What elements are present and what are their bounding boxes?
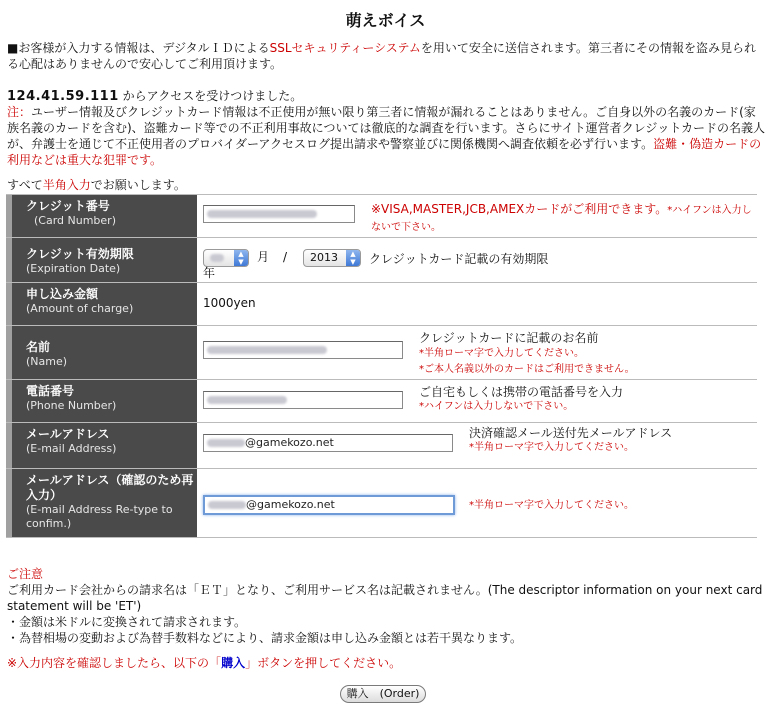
amount-row	[6, 283, 757, 326]
expiration-row: クレジット有効期限 (Expiration Date) ▲ ▼ 月 / 2013 ▲ ▼ クレジットカード記載の有効期限 年	[6, 238, 757, 283]
name-label: 名前 (Name)	[6, 326, 197, 379]
purchase-link: 購入	[221, 656, 246, 670]
expiry-year-select[interactable]: 2013 ▲ ▼	[303, 249, 361, 267]
fraud-notice: 注：ユーザー情報及びクレジットカード情報は不正使用が無い限り第三者に情報が漏れることはありません。ご自身以外の名義のカード(家族名義のカードを含む)、盗難カード等での不正利用事故については徹底的な調査を行います。さらにサイト運営者クレジットカードの名義人が、弁護士を通じて不正使用者のプロバイダーアクセスログ提出請求や警察並びに関係機関へ調査依頼を必ず行います。盗難・偽造カードの利用などは重大な犯罪です。	[7, 105, 765, 167]
halfwidth-notice: すべて半角入力でお願いします。	[7, 178, 186, 192]
expiration-label: クレジット有効期限 (Expiration Date)	[6, 238, 197, 282]
name-row: 名前 (Name) クレジットカードに記載のお名前 *半角ローマ字で入力してください。 *ご本人名義以外のカードはご利用できません。	[6, 326, 757, 380]
security-intro: ■お客様が入力する情報は、デジタルＩＤによるSSLセキュリティーシステムを用いて安全に送信されます。第三者にその情報を盗み見られる心配はありませんので安心してご利用頂けます。	[7, 41, 756, 71]
amount-label: 申し込み金額 (Amount of charge)	[6, 283, 197, 325]
phone-label: 電話番号 (Phone Number)	[6, 380, 197, 422]
order-button[interactable]: 購入 (Order)	[340, 685, 426, 703]
select-arrows-icon: ▲ ▼	[234, 250, 248, 266]
access-line: 124.41.59.111 からアクセスを受けつけました。	[7, 89, 303, 104]
expiry-info: クレジットカード記載の有効期限	[369, 252, 549, 266]
email-label: メールアドレス (E-mail Address)	[6, 423, 197, 468]
name-input[interactable]	[203, 341, 403, 359]
email-confirm-input[interactable]: @gamekozo.net	[203, 495, 455, 515]
card-number-row	[6, 195, 757, 238]
page-title: 萌えボイス	[345, 11, 426, 30]
cautions-title: ご注意	[7, 567, 44, 581]
cautions-section: ご注意 ご利用カード会社からの請求名は「ＥＴ」となり、ご利用サービス名は記載されません。(The descriptor information on your next card statement will be 'ET') ・金額は米ドルに変換されて請求されます。 ・為替相場の変動および為替手数料などにより、請求金額は申し込み金額とは若干異なります。	[7, 566, 767, 646]
card-brands-info: ※VISA,MASTER,JCB,AMEXカードがご利用できます。*ハイフンは入力しないで下さい。	[371, 202, 752, 233]
phone-info: ご自宅もしくは携帯の電話番号を入力	[419, 385, 624, 399]
card-number-label: クレジット番号 (Card Number)	[6, 195, 197, 237]
name-info: クレジットカードに記載のお名前	[419, 331, 599, 345]
amount-value: 1000yen	[203, 296, 256, 310]
ssl-link: SSLセキュリティーシステム	[269, 41, 421, 55]
payment-form	[6, 194, 757, 538]
card-number-input[interactable]	[203, 205, 355, 223]
email-input[interactable]: @gamekozo.net	[203, 434, 453, 452]
email-confirm-row: メールアドレス（確認のため再 入力） (E-mail Address Re-type to confim.) @gamekozo.net *半角ローマ字で入力してください。	[6, 469, 757, 538]
select-arrows-icon: ▲ ▼	[346, 250, 360, 266]
email-row: メールアドレス (E-mail Address) @gamekozo.net 決済確認メール送付先メールアドレス *半角ローマ字で入力してください。	[6, 423, 757, 469]
confirm-instruction: ※入力内容を確認しましたら、以下の「購入」ボタンを押してください。	[7, 656, 402, 670]
crime-warning: 盗難・偽造カードの利用などは重大な犯罪です。	[7, 137, 762, 167]
phone-row: 電話番号 (Phone Number) ご自宅もしくは携帯の電話番号を入力 *ハイフンは入力しないで下さい。	[6, 380, 757, 423]
ip-address: 124.41.59.111	[7, 89, 119, 104]
email-info: 決済確認メール送付先メールアドレス	[469, 426, 673, 440]
email-confirm-label: メールアドレス（確認のため再 入力） (E-mail Address Re-type to confim.)	[6, 469, 197, 537]
phone-input[interactable]	[203, 391, 403, 409]
